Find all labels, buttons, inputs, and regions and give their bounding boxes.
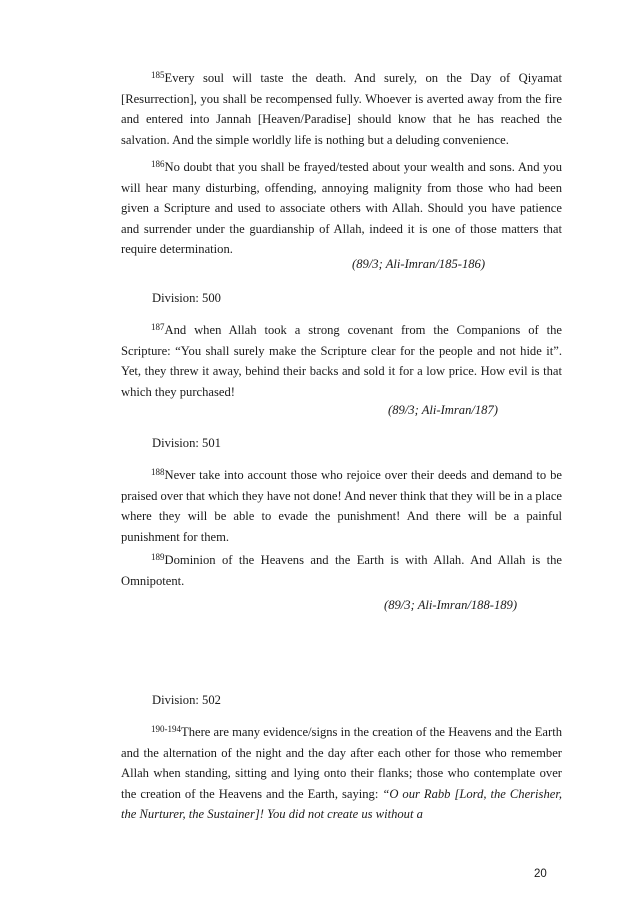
reference-citation: (89/3; Ali-Imran/188-189) <box>384 598 518 612</box>
division-heading: Division: 501 <box>152 436 221 450</box>
verse-text: Dominion of the Heavens and the Earth is with Allah. And Allah is the Omnipotent. <box>121 553 562 588</box>
verse-quote: “O our Rabb [Lord, the Cherisher, the Nurturer, the Sustainer]! You did not create us without a <box>121 786 562 821</box>
verse-text: Every soul will taste the death. And surely, on the Day of Qiyamat [Resurrection], you shall be recompensed fully. Whoever is averted away from the fire and entered into Jannah [Heaven/Paradise] should know that he has reached the salvation. And the simple worldly life is nothing but a deluding convenience. <box>121 71 562 147</box>
verse-187 <box>121 320 562 402</box>
division-heading: Division: 502 <box>152 693 221 707</box>
verse-189 <box>121 550 562 591</box>
reference-citation: (89/3; Ali-Imran/187) <box>388 403 498 417</box>
verse-text: No doubt that you shall be frayed/tested about your wealth and sons. And you will hear many disturbing, offending, annoying malignity from those who had been given a Scripture and used to associate others with Allah. Should you have patience and surrender under the guardianship of Allah, indeed it is one of those matters that require determination. <box>121 160 562 256</box>
verse-186 <box>121 157 562 260</box>
verse-number: 189 <box>151 552 165 562</box>
verse-text: There are many evidence/signs in the creation of the Heavens and the Earth and the alternation of the night and the day after each other for those who remember Allah when standing, sitting and lying onto their flanks; those who contemplate over the creation of the Heavens and the Earth, saying: <box>121 725 562 801</box>
verse-number: 186 <box>151 159 165 169</box>
division-heading: Division: 500 <box>152 291 221 305</box>
verse-text: And when Allah took a strong covenant from the Companions of the Scripture: “You shall surely make the Scripture clear for the people and not hide it”. Yet, they threw it away, behind their backs and sold it for a low price. How evil is that which they purchased! <box>121 323 562 399</box>
page-number: 20 <box>534 868 547 880</box>
verse-number: 188 <box>151 467 165 477</box>
verse-number: 185 <box>151 70 165 80</box>
verse-190-194 <box>121 722 562 825</box>
verse-188 <box>121 465 562 547</box>
verse-number: 187 <box>151 322 165 332</box>
verse-number: 190-194 <box>151 724 181 734</box>
verse-185 <box>121 68 562 150</box>
reference-citation: (89/3; Ali-Imran/185-186) <box>352 257 486 271</box>
verse-text: Never take into account those who rejoice over their deeds and demand to be praised over that which they have not done! And never think that they will be in a place where they will be able to evade the punishment! And there will be a painful punishment for them. <box>121 468 562 544</box>
